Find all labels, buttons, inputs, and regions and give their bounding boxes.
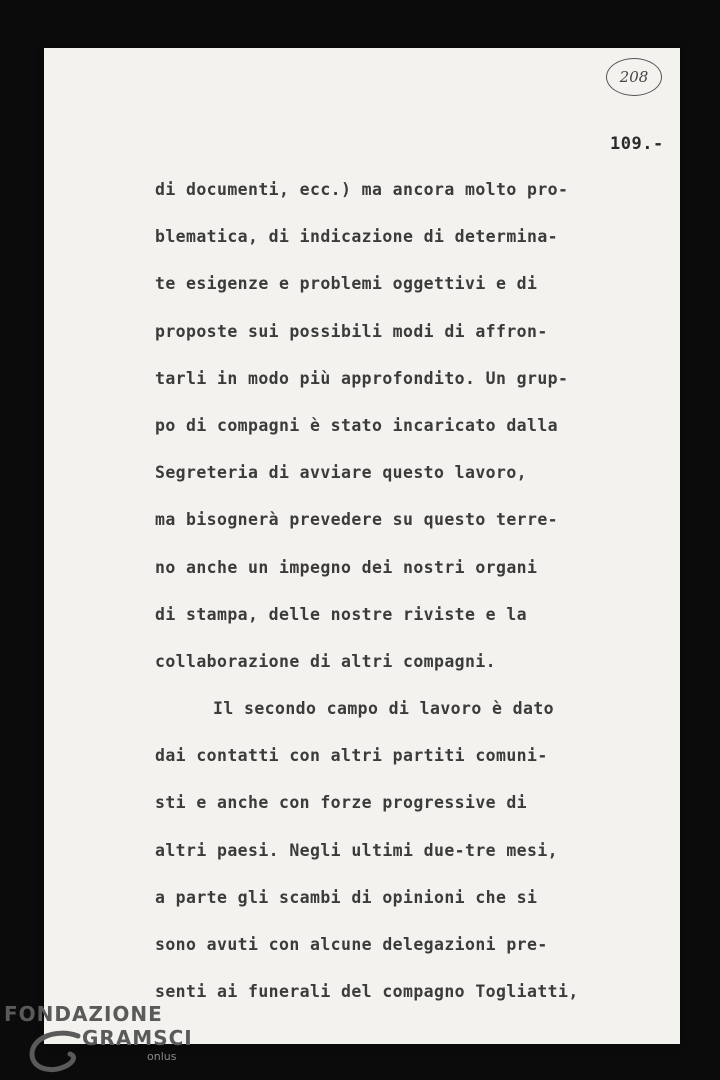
text-line: di stampa, delle nostre riviste e la [155, 604, 528, 624]
text-line: te esigenze e problemi oggettivi e di [155, 274, 538, 294]
text-line: sti e anche con forze progressive di [155, 793, 528, 813]
text-line: dai contatti con altri partiti comuni- [155, 746, 548, 766]
text-line: a parte gli scambi di opinioni che si [155, 887, 538, 907]
page-number: 109.- [610, 134, 664, 154]
logo-line-2: GRAMSCI [82, 1026, 193, 1050]
text-line: Segreteria di avviare questo lavoro, [155, 463, 528, 483]
text-line: collaborazione di altri compagni. [155, 651, 497, 671]
text-line: tarli in modo più approfondito. Un grup- [155, 368, 569, 388]
text-line: blematica, di indicazione di determina- [155, 227, 559, 247]
text-line: no anche un impegno dei nostri organi [155, 557, 538, 577]
archive-number: 208 [619, 68, 649, 86]
text-line: sono avuti con alcune delegazioni pre- [155, 935, 548, 954]
archive-number-stamp [606, 58, 662, 96]
fondazione-gramsci-logo [4, 998, 204, 1078]
text-line: senti ai funerali del compagno Togliatti, [155, 982, 579, 1002]
text-line: ma bisognerà prevedere su questo terre- [155, 510, 559, 530]
text-line: di documenti, ecc.) ma ancora molto pro- [155, 180, 569, 199]
text-line: Il secondo campo di lavoro è dato [213, 699, 555, 719]
logo-swirl-icon [26, 1030, 86, 1074]
text-line: proposte sui possibili modi di affron- [155, 321, 548, 341]
typed-text-body [155, 174, 655, 1023]
logo-line-1: FONDAZIONE [4, 1002, 163, 1026]
text-line: altri paesi. Negli ultimi due-tre mesi, [155, 840, 559, 860]
document-page [44, 48, 680, 1044]
text-line: po di compagni è stato incaricato dalla [155, 415, 559, 435]
logo-line-3: onlus [147, 1050, 177, 1063]
